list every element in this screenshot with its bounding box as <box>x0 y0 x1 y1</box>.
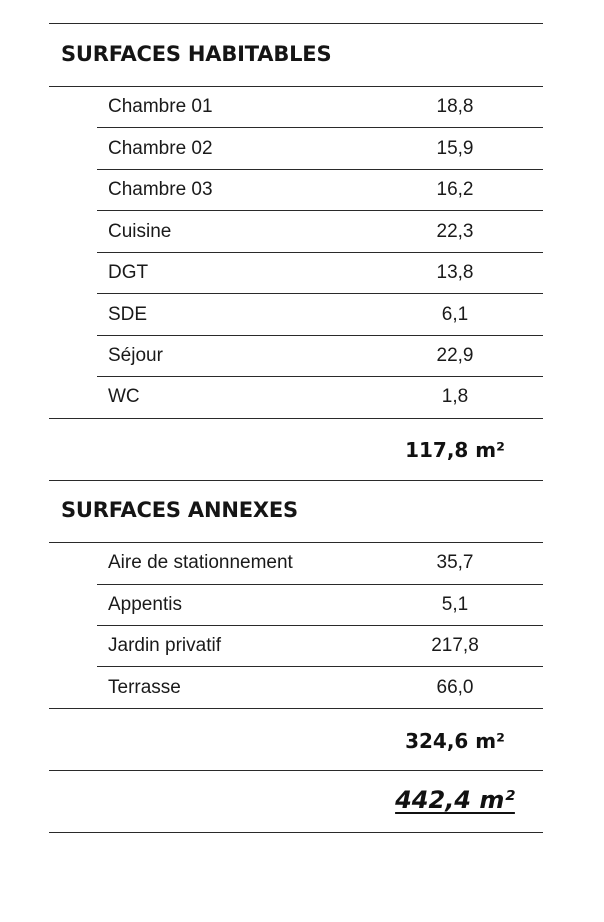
room-label: Jardin privatif <box>108 635 221 656</box>
row-divider <box>97 210 543 211</box>
room-area: 66,0 <box>436 677 474 698</box>
section-header-rule <box>49 542 543 543</box>
room-label: Séjour <box>108 345 163 366</box>
room-area: 35,7 <box>436 552 474 573</box>
room-label: DGT <box>108 262 149 283</box>
row-divider <box>97 376 543 377</box>
room-label: Chambre 02 <box>108 138 213 159</box>
row-divider <box>97 666 543 667</box>
row-divider <box>97 127 543 128</box>
table-bottom-rule <box>49 832 543 833</box>
section-title-annexes: SURFACES ANNEXES <box>61 498 298 522</box>
room-label: Chambre 01 <box>108 96 213 117</box>
row-divider <box>97 625 543 626</box>
room-area: 5,1 <box>441 594 469 615</box>
grand-total <box>370 786 540 814</box>
subtotal-rule <box>49 770 543 771</box>
row-divider <box>97 335 543 336</box>
room-area: 22,3 <box>436 221 474 242</box>
subtotal-annexes: 324,6 m² <box>405 729 505 753</box>
room-area: 1,8 <box>441 386 469 407</box>
room-area: 217,8 <box>431 635 479 656</box>
subtotal-habitables: 117,8 m² <box>405 438 505 462</box>
room-label: Aire de stationnement <box>108 552 293 573</box>
row-divider <box>97 584 543 585</box>
table-top-rule <box>49 23 543 24</box>
subtotal-rule <box>49 480 543 481</box>
section-rows-end-rule <box>49 418 543 419</box>
row-divider <box>97 169 543 170</box>
room-area: 18,8 <box>436 96 474 117</box>
section-rows-end-rule <box>49 708 543 709</box>
room-label: Cuisine <box>108 221 172 242</box>
room-label: Appentis <box>108 594 182 615</box>
section-header-rule <box>49 86 543 87</box>
room-area: 13,8 <box>436 262 474 283</box>
room-area: 22,9 <box>436 345 474 366</box>
room-area: 16,2 <box>436 179 474 200</box>
grand-total-value: 442,4 m² <box>395 786 515 814</box>
row-divider <box>97 252 543 253</box>
section-title-habitables: SURFACES HABITABLES <box>61 42 332 66</box>
row-divider <box>97 293 543 294</box>
room-label: WC <box>108 386 140 407</box>
room-area: 15,9 <box>436 138 474 159</box>
room-label: SDE <box>108 304 148 325</box>
room-label: Terrasse <box>108 677 181 698</box>
room-area: 6,1 <box>441 304 469 325</box>
room-label: Chambre 03 <box>108 179 213 200</box>
